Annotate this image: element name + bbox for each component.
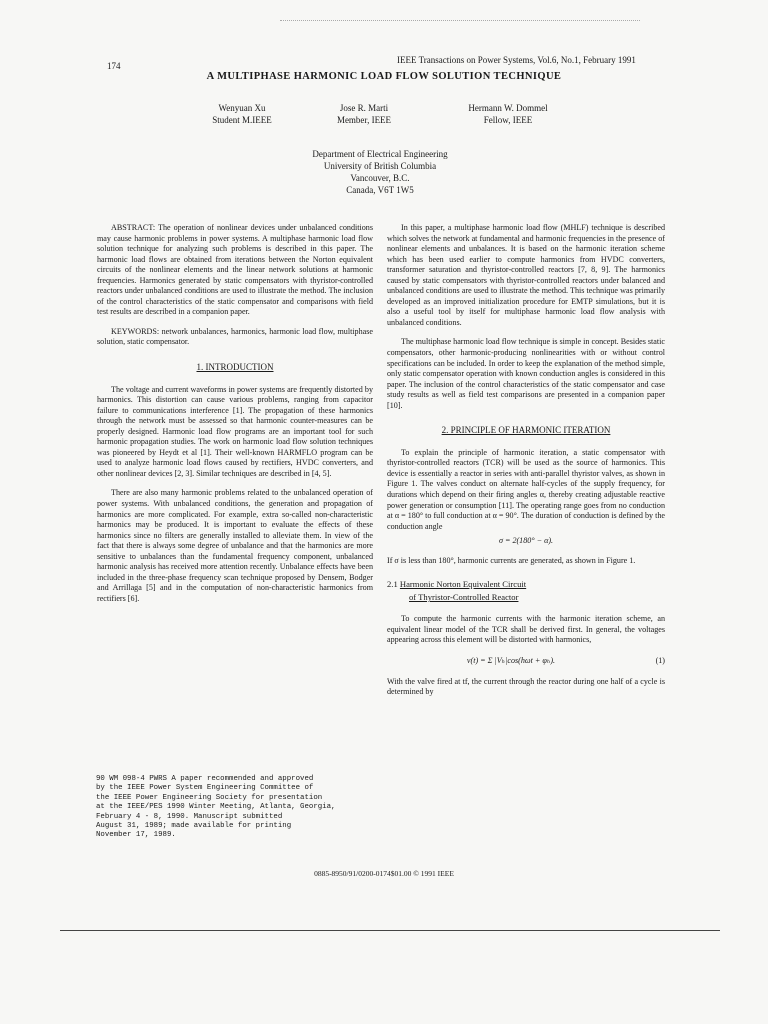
body-paragraph-4: If σ is less than 180°, harmonic currents are generated, as shown in Figure 1. [387, 555, 636, 565]
body-paragraph-1: In this paper, a multiphase harmonic load flow (MHLF) technique is described which solves the network at fundamental and harmonic frequencies in the presence of nonlinear elements and unbalances. It is based on the harmonic iteration scheme which has been used earlier to compute harmonics from HVDC converters, transformer saturation and thyristor-controlled reactors [7, 8, 9]. The harmonics caused by static compensators with thyristor-controlled reactors under balanced and unbalanced conditions are used to illustrate the method. This technique was primarily developed as an improved initialization procedure for EMTP simulations, but it is also a useful tool by itself for multiphase harmonic load flow analysis with unbalanced conditions. [387, 223, 665, 327]
body-paragraph-6: With the valve fired at tf, the current through the reactor during one half of a cycle is determined by [387, 676, 665, 697]
section-1-heading: 1. INTRODUCTION [196, 362, 274, 373]
affiliation-line: University of British Columbia [323, 161, 437, 171]
affiliation-line: Department of Electrical Engineering [312, 149, 448, 159]
left-column [97, 223, 373, 605]
author-name: Jose R. Marti [339, 103, 389, 113]
body-paragraph-3: To explain the principle of harmonic iteration, a static compensator with thyristor-controlled reactors (TCR) will be used as the source of harmonics. This device is essentially a reactor in series with anti-parallel thyristor valves, as shown in Figure 1. The valves conduct on alternate half-cycles of the supply frequency, for durations which depend on their firing angles α, thereby creating adjustable reactive power generation or consumption [11]. The operating range goes from no conduction at α = 180° to full conduction at α = 90°. The duration of conduction is defined by the conduction angle [387, 447, 665, 531]
section-2-heading: 2. PRINCIPLE OF HARMONIC ITERATION [441, 425, 611, 436]
author-role: Member, IEEE [336, 115, 392, 125]
author-3 [433, 102, 583, 126]
affiliation-line: Vancouver, B.C. [350, 173, 410, 183]
intro-paragraph-1: The voltage and current waveforms in power systems are frequently distorted by harmonics. This distortion can cause various problems, ranging from capacitor failure to communications interference [1]. The propagation of these harmonics through the network must be assessed so that harmonic counter-measures can be properly designed. Harmonic load flow programs are an important tool for such harmonic propagation studies. The work on harmonic load flow solution techniques was pioneered by Heydt et al [1]. Their well-known HARMFLO program can be used to analyze harmonic load flows caused by rectifiers, HVDC converters, and other nonlinear devices [2, 3]. Similar techniques are described in [4, 5]. [97, 384, 373, 478]
equation-1 [387, 656, 665, 667]
affiliation-line: Canada, V6T 1W5 [346, 185, 414, 195]
author-name: Wenyuan Xu [218, 103, 266, 113]
equation-sigma: σ = 2(180° − α). [498, 536, 554, 546]
subsection-number: 2.1 [387, 579, 398, 590]
equation-1-number: (1) [655, 655, 665, 665]
footnote: 90 WM 098-4 PWRS A paper recommended and approved by the IEEE Power System Engineering Committee of the IEEE Power Engineering Society for presentation at the IEEE/PES 1990 Winter Meeting, Atlanta, Georgia, February 4 - 8, 1990. Manuscript submitted August 31, 1989; made available for printing November 17, 1989. [96, 775, 336, 840]
author-2 [289, 102, 439, 126]
subsection-title-line-2: of Thyristor-Controlled Reactor [409, 592, 519, 603]
scan-artifact-top [280, 20, 640, 21]
subsection-title-line-1: Harmonic Norton Equivalent Circuit [399, 579, 527, 590]
paper-title: A MULTIPHASE HARMONIC LOAD FLOW SOLUTION TECHNIQUE [206, 71, 562, 82]
equation-1-expression: v(t) = Σ |Vₕ|cos(hωt + φₕ). [466, 655, 556, 665]
author-name: Hermann W. Dommel [468, 103, 548, 113]
author-role: Student M.IEEE [212, 115, 272, 125]
right-column [387, 223, 665, 698]
journal-header: IEEE Transactions on Power Systems, Vol.6, No.1, February 1991 [397, 55, 636, 65]
page-number: 174 [107, 61, 121, 71]
subsection-2-1-heading [387, 578, 665, 604]
author-role: Fellow, IEEE [483, 115, 533, 125]
affiliation [0, 148, 760, 196]
scan-artifact-bottom [60, 930, 720, 931]
abstract: ABSTRACT: The operation of nonlinear devices under unbalanced conditions may cause harmonic problems in power systems. A multiphase harmonic load flow solution technique for analyzing such problems is described in this paper. The harmonic load flows are obtained from iterations between the Norton equivalent circuits of the nonlinear elements and the linear network solutions at harmonic frequencies. Harmonics generated by static compensators with thyristor-controlled reactors under unbalanced conditions are used to illustrate the method. The inclusion of the control characteristics of the static compensator and comparisons with field test results are described in a companion paper. [97, 223, 373, 317]
intro-paragraph-2: There are also many harmonic problems related to the unbalanced operation of power systems. With unbalanced conditions, the generation and propagation of harmonics are more complicated. For example, extra so-called non-characteristic harmonics may be produced. It is important to evaluate the effects of these harmonics since no filters are generally installed to alleviate them. In view of the fact that there is always some degree of unbalance and that the harmonics are more sensitive to unbalances than the fundamental frequency component, unbalanced harmonic analysis has received more attention recently. Unbalance effects have been included in the three-phase frequency scan technique proposed by Densem, Bodger and Arrillaga [5] and in the computation of non-characteristic harmonics from rectifiers [6]. [97, 488, 373, 603]
keywords: KEYWORDS: network unbalances, harmonics, harmonic load flow, multiphase solution, static compensator. [97, 326, 373, 347]
body-paragraph-2: The multiphase harmonic load flow technique is simple in concept. Besides static compensators, other harmonic-producing nonlinearities with or without control specifications can be included. In order to keep the explanation of the method simple, only static compensator operation with known conduction angles is considered in this paper. The inclusion of the control characteristics of the static compensator and case study results as well as field test comparisons are presented in a companion paper [10]. [387, 337, 665, 410]
copyright-line: 0885-8950/91/0200-0174$01.00 © 1991 IEEE [314, 869, 454, 878]
body-paragraph-5: To compute the harmonic currents with the harmonic iteration scheme, an equivalent linear model of the TCR shall be derived first. In general, the voltages appearing across this element will be distorted with harmonics, [387, 614, 665, 645]
